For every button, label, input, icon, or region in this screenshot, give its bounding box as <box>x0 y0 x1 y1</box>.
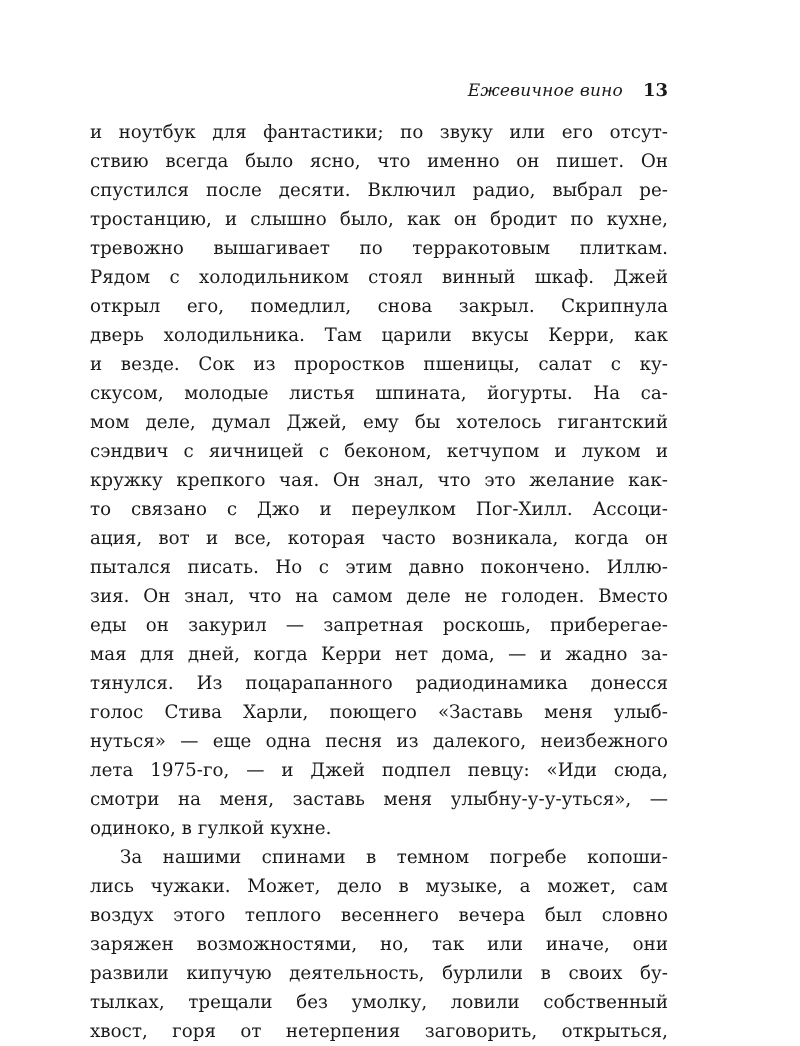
text-line: тянулся. Из поцарапанного радиодинамика донесся <box>90 673 668 694</box>
text-line: смотри на меня, заставь меня улыбну-у-у-уться», — <box>90 789 668 810</box>
text-line: еды он закурил — запретная роскошь, приберегае- <box>90 615 668 636</box>
text-line: и ноутбук для фантастики; по звуку или его отсут- <box>90 122 668 143</box>
running-title: Ежевичное вино <box>467 81 623 101</box>
text-line: лись чужаки. Может, дело в музыке, а может, сам <box>90 876 668 897</box>
text-line: заряжен возможностями, но, так или иначе, они <box>90 934 668 955</box>
text-line: воздух этого теплого весеннего вечера был словно <box>90 905 668 926</box>
text-line: ация, вот и все, которая часто возникала, когда он <box>90 528 668 549</box>
text-line: и везде. Сок из проростков пшеницы, салат с ку- <box>90 354 668 375</box>
text-line: сэндвич с яичницей с беконом, кетчупом и луком и <box>90 441 668 462</box>
text-line: то связано с Джо и переулком Пог-Хилл. Ассоци- <box>90 499 668 520</box>
text-line: зия. Он знал, что на самом деле не голоден. Вместо <box>90 586 668 607</box>
text-line: мом деле, думал Джей, ему бы хотелось гигантский <box>90 412 668 433</box>
text-line: нуться» — еще одна песня из далекого, неизбежного <box>90 731 668 752</box>
text-line: открыл его, помедлил, снова закрыл. Скрипнула <box>90 296 668 317</box>
text-line: развили кипучую деятельность, бурлили в своих бу- <box>90 963 668 984</box>
text-line: ствию всегда было ясно, что именно он пишет. Он <box>90 151 668 172</box>
text-line: пытался писать. Но с этим давно покончено. Иллю- <box>90 557 668 578</box>
text-line: одиноко, в гулкой кухне. <box>90 818 332 839</box>
text-line: тылках, трещали без умолку, ловили собственный <box>90 992 668 1013</box>
text-line: тревожно вышагивает по терракотовым плиткам. <box>90 238 668 259</box>
text-line: тростанцию, и слышно было, как он бродит по кухне, <box>90 209 668 230</box>
text-line: За нашими спинами в темном погребе копоши- <box>120 847 668 868</box>
text-line: Рядом с холодильником стоял винный шкаф. Джей <box>90 267 668 288</box>
running-head <box>90 80 668 106</box>
page-number: 13 <box>642 80 668 101</box>
text-line: лета 1975-го, — и Джей подпел певцу: «Иди сюда, <box>90 760 668 781</box>
body-text <box>90 118 668 1046</box>
text-line: спустился после десяти. Включил радио, выбрал ре- <box>90 180 668 201</box>
text-line: скусом, молодые листья шпината, йогурты. На са- <box>90 383 668 404</box>
text-line: кружку крепкого чая. Он знал, что это желание как- <box>90 470 668 491</box>
text-line: голос Стива Харли, поющего «Заставь меня улыб- <box>90 702 668 723</box>
text-line: мая для дней, когда Керри нет дома, — и жадно за- <box>90 644 668 665</box>
text-line: хвост, горя от нетерпения заговорить, открыться, <box>90 1021 668 1042</box>
text-line: дверь холодильника. Там царили вкусы Керри, как <box>90 325 668 346</box>
